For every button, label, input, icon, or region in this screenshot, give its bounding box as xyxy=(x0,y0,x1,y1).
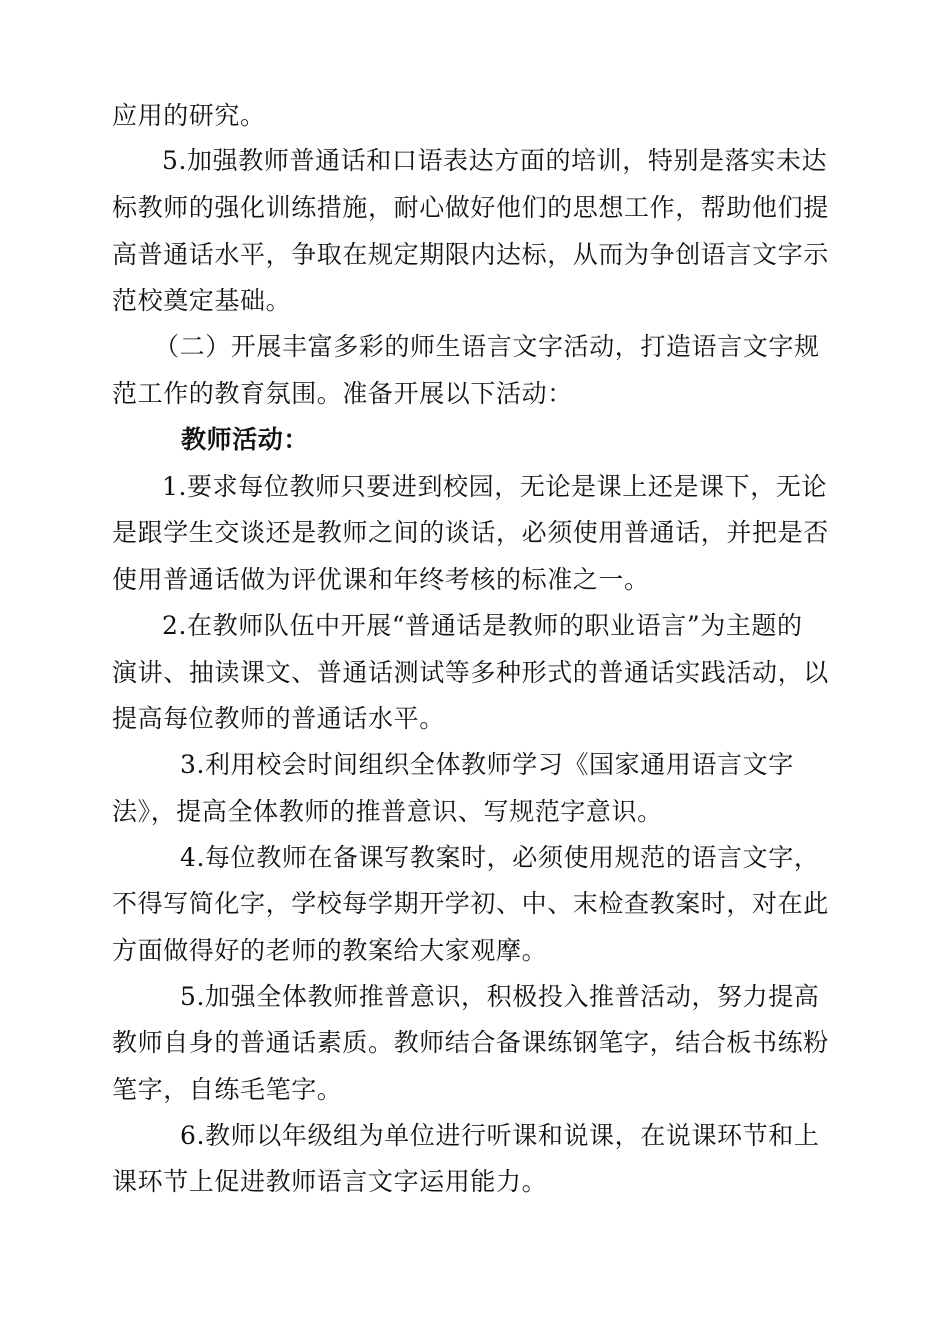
text-line: 高普通话水平，争取在规定期限内达标，从而为争创语言文字示 xyxy=(112,240,829,269)
text-line: 演讲、抽读课文、普通话测试等多种形式的普通话实践活动，以 xyxy=(112,658,829,687)
section-heading: 教师活动： xyxy=(181,425,310,454)
text-line: 课环节上促进教师语言文字运用能力。 xyxy=(112,1167,548,1196)
text-line: 3.利用校会时间组织全体教师学习《国家通用语言文字 xyxy=(180,750,794,779)
text-line: 方面做得好的老师的教案给大家观摩。 xyxy=(112,936,548,965)
text-line: 标教师的强化训练措施，耐心做好他们的思想工作，帮助他们提 xyxy=(112,193,829,222)
text-line: （二）开展丰富多彩的师生语言文字活动，打造语言文字规 xyxy=(154,332,820,361)
text-line: 范校奠定基础。 xyxy=(112,286,292,315)
text-line: 2.在教师队伍中开展“普通话是教师的职业语言”为主题的 xyxy=(162,611,803,640)
text-line: 提高每位教师的普通话水平。 xyxy=(112,704,445,733)
text-line: 1.要求每位教师只要进到校园，无论是课上还是课下，无论 xyxy=(162,472,828,501)
text-line: 不得写简化字，学校每学期开学初、中、末检查教案时，对在此 xyxy=(112,889,829,918)
text-line: 4.每位教师在备课写教案时，必须使用规范的语言文字， xyxy=(180,843,820,872)
text-line: 是跟学生交谈还是教师之间的谈话，必须使用普通话，并把是否 xyxy=(112,518,829,547)
text-line: 5.加强教师普通话和口语表达方面的培训，特别是落实未达 xyxy=(162,146,828,175)
text-line: 5.加强全体教师推普意识，积极投入推普活动，努力提高 xyxy=(180,982,820,1011)
text-line: 6.教师以年级组为单位进行听课和说课，在说课环节和上 xyxy=(180,1121,820,1150)
text-line: 法》，提高全体教师的推普意识、写规范字意识。 xyxy=(112,797,663,826)
text-line: 笔字，自练毛笔字。 xyxy=(112,1075,343,1104)
text-line: 应用的研究。 xyxy=(112,101,266,130)
text-line: 使用普通话做为评优课和年终考核的标准之一。 xyxy=(112,565,650,594)
text-line: 范工作的教育氛围。准备开展以下活动： xyxy=(112,379,573,408)
text-line: 教师自身的普通话素质。教师结合备课练钢笔字，结合板书练粉 xyxy=(112,1028,829,1057)
